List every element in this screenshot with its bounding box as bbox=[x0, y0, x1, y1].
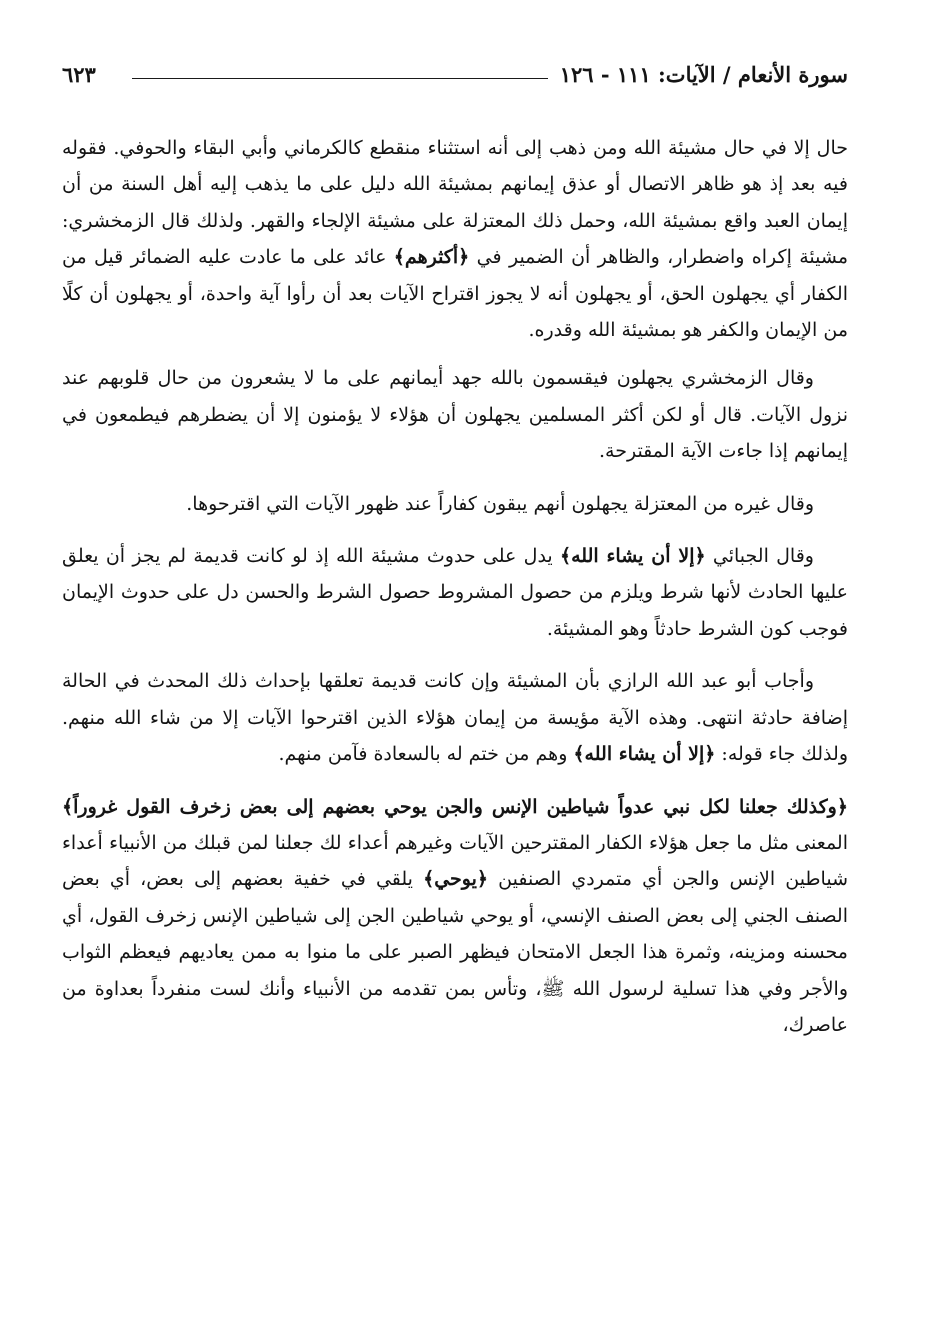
quranic-quote: ﴿إلا أن يشاء الله﴾ bbox=[559, 545, 706, 568]
paragraph bbox=[62, 663, 848, 772]
paragraph-text: يلقي في خفية بعضهم إلى بعض، أي بعض الصنف الجني إلى بعض الصنف الإنسي، أو يوحي شياطين الجن إلى شياطين الإنس زخرف القول، أي محسنه ومزينه، وثمرة هذا الجعل الامتحان فيظهر الصبر على ما منوا به ممن يعاديهم فيعظم الثواب والأجر وفي هذا تسلية لرسول الله ﷺ، وتأس بمن تقدمه من الأنبياء وأنك لست منفرداً بعداوة من عاصرك، bbox=[62, 868, 848, 1036]
paragraph bbox=[62, 130, 848, 348]
paragraph-text: وأجاب أبو عبد الله الرازي بأن المشيئة وإن كانت قديمة تعلقها بإحداث ذلك المحدث في الحالة إضافة حادثة انتهى. وهذه الآية مؤيسة من إيمان هؤلاء الذين اقترحوا الآيات إلا من شاء الله منهم. ولذلك جاء قوله: bbox=[62, 670, 848, 766]
page-header bbox=[62, 56, 848, 100]
paragraph-text: وقال الجبائي bbox=[705, 545, 814, 568]
paragraph-text: يدل على حدوث مشيئة الله إذ لو كانت قديمة لم يجز أن يعلق عليها الحادث لأنها شرط ويلزم من حصول المشروط حصول الشرط والحسن دل على حدوث الإيمان فوجب كون الشرط حادثاً وهو المشيئة. bbox=[62, 545, 848, 640]
paragraph-text: وقال غيره من المعتزلة يجهلون أنهم يبقون كفاراً عند ظهور الآيات التي اقترحوها. bbox=[186, 492, 814, 515]
quranic-quote: ﴿يوحي﴾ bbox=[423, 868, 489, 891]
paragraph bbox=[62, 486, 848, 522]
sura-title: سورة الأنعام / الآيات: ١١١ - ١٢٦ bbox=[559, 62, 848, 87]
quranic-quote: ﴿إلا أن يشاء الله﴾ bbox=[573, 743, 716, 766]
paragraph-text: المعنى مثل ما جعل هؤلاء الكفار المقترحين الآيات وغيرهم أعداء لك جعلنا لمن قبلك من الأنبياء أعداء شياطين الإنس والجن أي متمردي الصنفين bbox=[62, 831, 848, 891]
paragraph bbox=[62, 789, 848, 1044]
paragraph bbox=[62, 538, 848, 647]
header-rule bbox=[132, 78, 548, 79]
body-text bbox=[62, 130, 848, 1043]
page-number: ٦٢٣ bbox=[62, 62, 96, 87]
paragraph-text: عائد على ما عادت عليه الضمائر قيل من الكفار أي يجهلون الحق، أو يجهلون أنه لا يجوز اقتراح الآيات بعد أن رأوا آية واحدة، أو يجهلون أن كلًا من الإيمان والكفر هو بمشيئة الله وقدره. bbox=[62, 246, 848, 342]
paragraph-text: حال إلا في حال مشيئة الله ومن ذهب إلى أنه استثناء منقطع كالكرماني وأبي البقاء والحوفي. فقوله فيه بعد إذ هو ظاهر الاتصال أو عذق إيمانهم بمشيئة الله دليل على ما يذهب إليه أهل السنة من أن إيمان العبد واقع بمشيئة الله، وحمل ذلك المعتزلة على مشيئة الإلجاء والقهر. ولذلك قال الزمخشري: مشيئة إكراه واضطرار، والظاهر أن الضمير في bbox=[62, 137, 849, 269]
paragraph-text: وهم من ختم له بالسعادة فآمن منهم. bbox=[278, 743, 574, 766]
book-page bbox=[62, 56, 848, 1043]
quranic-quote: ﴿أكثرهم﴾ bbox=[393, 246, 470, 269]
quranic-quote: ﴿وكذلك جعلنا لكل نبي عدواً شياطين الإنس والجن يوحي بعضهم إلى بعض زخرف القول غروراً﴾ bbox=[62, 795, 848, 818]
paragraph bbox=[62, 360, 848, 469]
paragraph-text: وقال الزمخشري يجهلون فيقسمون بالله جهد أيمانهم على ما لا يشعرون من حال قلوبهم عند نزول الآيات. قال أو لكن أكثر المسلمين يجهلون أن هؤلاء لا يؤمنون إلا أن يضطرهم فيطمعون في إيمانهم إذا جاءت الآية المقترحة. bbox=[62, 367, 848, 463]
